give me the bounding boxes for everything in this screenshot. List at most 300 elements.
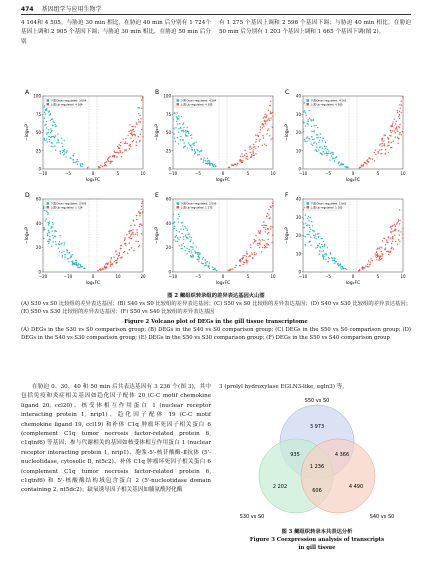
volcano-point (62, 255, 63, 256)
volcano-point (72, 264, 73, 265)
volcano-point (132, 135, 133, 136)
volcano-point (141, 100, 142, 101)
volcano-point (205, 160, 206, 161)
volcano-point (334, 257, 335, 258)
volcano-point (207, 158, 208, 159)
volcano-point (265, 121, 266, 122)
x-tick-label: 10 (270, 171, 276, 176)
volcano-point (195, 142, 196, 143)
venn-count-right: 4 490 (348, 484, 364, 490)
volcano-point (111, 257, 112, 258)
volcano-point (114, 151, 115, 152)
volcano-point (319, 140, 320, 141)
volcano-point (210, 165, 211, 166)
volcano-point (127, 253, 128, 254)
volcano-point (264, 116, 265, 117)
volcano-point (379, 248, 380, 249)
volcano-point (209, 262, 210, 263)
volcano-point (263, 225, 264, 226)
volcano-point (111, 161, 112, 162)
volcano-point (178, 218, 179, 219)
volcano-point (398, 219, 399, 220)
volcano-point (260, 230, 261, 231)
volcano-point (136, 124, 137, 125)
y-tick-label: 60 (165, 196, 171, 202)
volcano-point (188, 249, 189, 250)
volcano-panel-c (284, 89, 406, 183)
volcano-point (365, 266, 366, 267)
y-tick-label: 25 (165, 148, 171, 154)
volcano-point (263, 137, 264, 138)
x-tick-label: 20 (140, 274, 146, 279)
volcano-point (236, 164, 237, 165)
volcano-point (176, 121, 177, 122)
volcano-point (259, 140, 260, 141)
volcano-point (66, 152, 67, 153)
volcano-point (270, 105, 271, 106)
volcano-point (180, 237, 181, 238)
legend-swatch-down (47, 99, 50, 102)
volcano-point (175, 127, 176, 128)
legend-swatch-down (47, 202, 50, 205)
volcano-point (78, 263, 79, 264)
volcano-point (178, 222, 179, 223)
y-tick-label: 75 (165, 111, 171, 117)
volcano-point (268, 228, 269, 229)
volcano-point (63, 244, 64, 245)
volcano-point (328, 150, 329, 151)
volcano-point (265, 123, 266, 124)
volcano-point (320, 247, 321, 248)
volcano-point (331, 152, 332, 153)
volcano-point (191, 134, 192, 135)
volcano-point (308, 220, 309, 221)
volcano-point (137, 107, 138, 108)
volcano-point (208, 265, 209, 266)
volcano-point (47, 212, 48, 213)
volcano-point (205, 263, 206, 264)
volcano-point (306, 137, 307, 138)
volcano-point (246, 153, 247, 154)
volcano-point (317, 245, 318, 246)
x-tick-label: 5 (116, 171, 120, 176)
x-tick-label: 10 (115, 274, 121, 279)
y-tick-label: 20 (295, 233, 301, 238)
volcano-point (52, 136, 53, 137)
legend-swatch-up (307, 206, 310, 209)
volcano-point (102, 269, 103, 270)
volcano-point (105, 164, 106, 165)
volcano-point (319, 147, 320, 148)
volcano-point (270, 207, 271, 208)
y-tick-label: 20 (165, 245, 171, 251)
volcano-point (48, 132, 49, 133)
volcano-point (199, 151, 200, 152)
volcano-point (329, 159, 330, 160)
volcano-point (343, 267, 344, 268)
volcano-point (46, 218, 47, 219)
volcano-point (314, 142, 315, 143)
x-tick-label: 0 (91, 171, 95, 176)
header-rule (21, 14, 411, 15)
volcano-point (109, 156, 110, 157)
volcano-point (62, 152, 63, 153)
volcano-point (183, 127, 184, 128)
volcano-point (140, 134, 141, 135)
volcano-point (267, 130, 268, 131)
volcano-point (399, 111, 400, 112)
volcano-point (311, 221, 312, 222)
volcano-point (174, 221, 175, 222)
volcano-point (188, 133, 189, 134)
volcano-point (322, 246, 323, 247)
volcano-point (189, 144, 190, 145)
volcano-point (265, 114, 266, 115)
volcano-point (267, 119, 268, 120)
figure-3-venn (232, 396, 402, 524)
volcano-point (138, 113, 139, 114)
volcano-point (322, 138, 323, 139)
figure-3-title-en-2: in gill tissue (298, 545, 336, 551)
volcano-point (176, 235, 177, 236)
volcano-point (255, 148, 256, 149)
volcano-point (173, 222, 174, 223)
volcano-point (213, 269, 214, 270)
volcano-point (187, 229, 188, 230)
volcano-point (194, 153, 195, 154)
volcano-point (231, 165, 232, 166)
volcano-point (345, 268, 346, 269)
volcano-point (266, 120, 267, 121)
volcano-point (333, 154, 334, 155)
volcano-point (80, 165, 81, 166)
venn-label-right: S40 vs S0 (369, 514, 395, 520)
volcano-point (322, 255, 323, 256)
volcano-point (176, 230, 177, 231)
volcano-point (64, 149, 65, 150)
volcano-point (397, 131, 398, 132)
legend-swatch-up (177, 103, 180, 106)
volcano-point (55, 244, 56, 245)
volcano-point (44, 118, 45, 119)
volcano-point (321, 244, 322, 245)
volcano-point (201, 262, 202, 263)
volcano-point (257, 245, 258, 246)
volcano-point (344, 166, 345, 167)
volcano-point (173, 128, 174, 129)
volcano-point (198, 252, 199, 253)
volcano-point (127, 143, 128, 144)
x-tick-label: −20 (38, 274, 48, 279)
volcano-point (116, 260, 117, 261)
volcano-point (73, 153, 74, 154)
volcano-point (214, 268, 215, 269)
volcano-point (401, 101, 402, 102)
volcano-point (315, 238, 316, 239)
volcano-point (305, 112, 306, 113)
x-axis-label: log₂FC (215, 281, 231, 286)
volcano-point (254, 254, 255, 255)
volcano-point (332, 158, 333, 159)
volcano-point (110, 266, 111, 267)
volcano-point (67, 251, 68, 252)
volcano-point (178, 214, 179, 215)
volcano-point (120, 248, 121, 249)
volcano-point (391, 228, 392, 229)
volcano-point (394, 230, 395, 231)
volcano-point (340, 264, 341, 265)
volcano-point (264, 227, 265, 228)
volcano-point (212, 266, 213, 267)
volcano-point (382, 140, 383, 141)
volcano-point (379, 246, 380, 247)
volcano-point (113, 155, 114, 156)
volcano-point (228, 167, 229, 168)
volcano-point (123, 252, 124, 253)
volcano-point (380, 143, 381, 144)
volcano-point (191, 147, 192, 148)
volcano-point (54, 230, 55, 231)
volcano-point (53, 241, 54, 242)
volcano-point (235, 164, 236, 165)
volcano-point (324, 246, 325, 247)
volcano-point (129, 249, 130, 250)
volcano-point (46, 108, 47, 109)
volcano-point (108, 262, 109, 263)
volcano-point (266, 247, 267, 248)
volcano-point (61, 252, 62, 253)
volcano-point (257, 135, 258, 136)
volcano-point (131, 230, 132, 231)
volcano-point (389, 135, 390, 136)
volcano-point (395, 137, 396, 138)
volcano-point (232, 268, 233, 269)
volcano-point (254, 146, 255, 147)
volcano-legend (305, 201, 347, 210)
volcano-point (385, 135, 386, 136)
volcano-point (393, 141, 394, 142)
volcano-point (392, 225, 393, 226)
volcano-point (266, 116, 267, 117)
volcano-point (313, 139, 314, 140)
volcano-point (119, 252, 120, 253)
volcano-plot-grid (21, 86, 411, 292)
volcano-point (118, 152, 119, 153)
volcano-point (234, 164, 235, 165)
volcano-point (263, 125, 264, 126)
volcano-point (138, 246, 139, 247)
bottom-right-paragraph (219, 383, 411, 392)
volcano-point (374, 160, 375, 161)
volcano-point (112, 264, 113, 265)
volcano-point (64, 242, 65, 243)
volcano-point (269, 217, 270, 218)
volcano-point (48, 230, 49, 231)
volcano-point (385, 244, 386, 245)
volcano-point (124, 143, 125, 144)
volcano-point (327, 148, 328, 149)
volcano-point (46, 211, 47, 212)
volcano-point (330, 253, 331, 254)
volcano-point (174, 137, 175, 138)
volcano-point (376, 259, 377, 260)
volcano-point (184, 146, 185, 147)
volcano-point (44, 138, 45, 139)
volcano-point (124, 239, 125, 240)
volcano-point (391, 243, 392, 244)
x-tick-label: 0 (221, 171, 225, 176)
volcano-point (203, 161, 204, 162)
volcano-point (303, 131, 304, 132)
volcano-point (391, 247, 392, 248)
volcano-point (173, 239, 174, 240)
volcano-point (130, 130, 131, 131)
legend-up-text: 上调 Up-regulated: 4 505 (310, 103, 343, 107)
volcano-point (312, 145, 313, 146)
volcano-point (139, 245, 140, 246)
volcano-point (402, 238, 403, 239)
volcano-point (98, 166, 99, 167)
volcano-point (72, 254, 73, 255)
volcano-point (103, 268, 104, 269)
volcano-point (388, 251, 389, 252)
x-axis-label: log₂FC (345, 281, 361, 286)
volcano-point (240, 261, 241, 262)
volcano-point (49, 221, 50, 222)
volcano-point (47, 141, 48, 142)
volcano-point (305, 244, 306, 245)
volcano-point (126, 149, 127, 150)
volcano-point (382, 240, 383, 241)
volcano-point (120, 152, 121, 153)
x-tick-label: 0 (351, 171, 355, 176)
volcano-point (325, 142, 326, 143)
volcano-point (201, 159, 202, 160)
volcano-point (318, 236, 319, 237)
volcano-point (47, 214, 48, 215)
volcano-point (58, 247, 59, 248)
volcano-point (397, 243, 398, 244)
y-axis-label: −log₁₀P (155, 124, 160, 141)
x-tick-label: −10 (38, 171, 48, 176)
volcano-point (207, 261, 208, 262)
volcano-point (266, 225, 267, 226)
volcano-point (128, 231, 129, 232)
volcano-point (58, 142, 59, 143)
volcano-point (303, 129, 304, 130)
volcano-point (72, 159, 73, 160)
volcano-point (108, 157, 109, 158)
volcano-point (175, 241, 176, 242)
volcano-point (75, 262, 76, 263)
volcano-point (139, 212, 140, 213)
volcano-point (209, 161, 210, 162)
volcano-point (305, 236, 306, 237)
volcano-point (388, 138, 389, 139)
volcano-point (402, 131, 403, 132)
volcano-point (334, 160, 335, 161)
volcano-point (386, 241, 387, 242)
volcano-point (317, 137, 318, 138)
volcano-point (99, 269, 100, 270)
volcano-point (129, 242, 130, 243)
volcano-point (241, 153, 242, 154)
volcano-point (262, 145, 263, 146)
volcano-point (390, 237, 391, 238)
volcano-point (266, 145, 267, 146)
volcano-point (181, 130, 182, 131)
volcano-point (196, 149, 197, 150)
volcano-point (114, 261, 115, 262)
volcano-point (205, 259, 206, 260)
volcano-point (48, 239, 49, 240)
panel-letter: F (285, 192, 289, 199)
volcano-point (51, 246, 52, 247)
volcano-point (142, 98, 143, 99)
volcano-point (256, 139, 257, 140)
volcano-point (252, 151, 253, 152)
volcano-point (185, 236, 186, 237)
volcano-point (214, 164, 215, 165)
volcano-point (177, 112, 178, 113)
legend-down-text: 下调 Down-regulated: 3 604 (50, 99, 87, 103)
volcano-point (250, 157, 251, 158)
volcano-point (115, 152, 116, 153)
volcano-point (118, 147, 119, 148)
volcano-point (313, 235, 314, 236)
volcano-point (51, 226, 52, 227)
volcano-point (240, 161, 241, 162)
volcano-point (140, 121, 141, 122)
volcano-point (398, 138, 399, 139)
page-number: 474 (21, 6, 34, 13)
legend-swatch-up (307, 103, 310, 106)
volcano-point (303, 111, 304, 112)
volcano-point (272, 203, 273, 204)
volcano-point (253, 144, 254, 145)
volcano-point (315, 247, 316, 248)
y-tick-label: 50 (165, 130, 171, 135)
volcano-point (377, 151, 378, 152)
volcano-point (399, 209, 400, 210)
volcano-point (376, 252, 377, 253)
volcano-point (179, 123, 180, 124)
volcano-point (47, 235, 48, 236)
volcano-point (375, 154, 376, 155)
volcano-point (398, 143, 399, 144)
volcano-point (321, 251, 322, 252)
volcano-point (305, 214, 306, 215)
volcano-point (249, 255, 250, 256)
volcano-point (177, 137, 178, 138)
volcano-point (100, 165, 101, 166)
volcano-point (268, 209, 269, 210)
volcano-point (193, 145, 194, 146)
venn-count-left-right: 606 (312, 488, 322, 494)
volcano-point (80, 266, 81, 267)
volcano-point (309, 227, 310, 228)
volcano-point (399, 118, 400, 119)
volcano-point (394, 130, 395, 131)
volcano-point (324, 254, 325, 255)
x-tick-label: 0 (221, 274, 225, 279)
volcano-point (242, 257, 243, 258)
volcano-point (372, 260, 373, 261)
volcano-point (272, 235, 273, 236)
volcano-point (383, 238, 384, 239)
y-tick-label: 0 (168, 166, 171, 172)
volcano-point (260, 240, 261, 241)
